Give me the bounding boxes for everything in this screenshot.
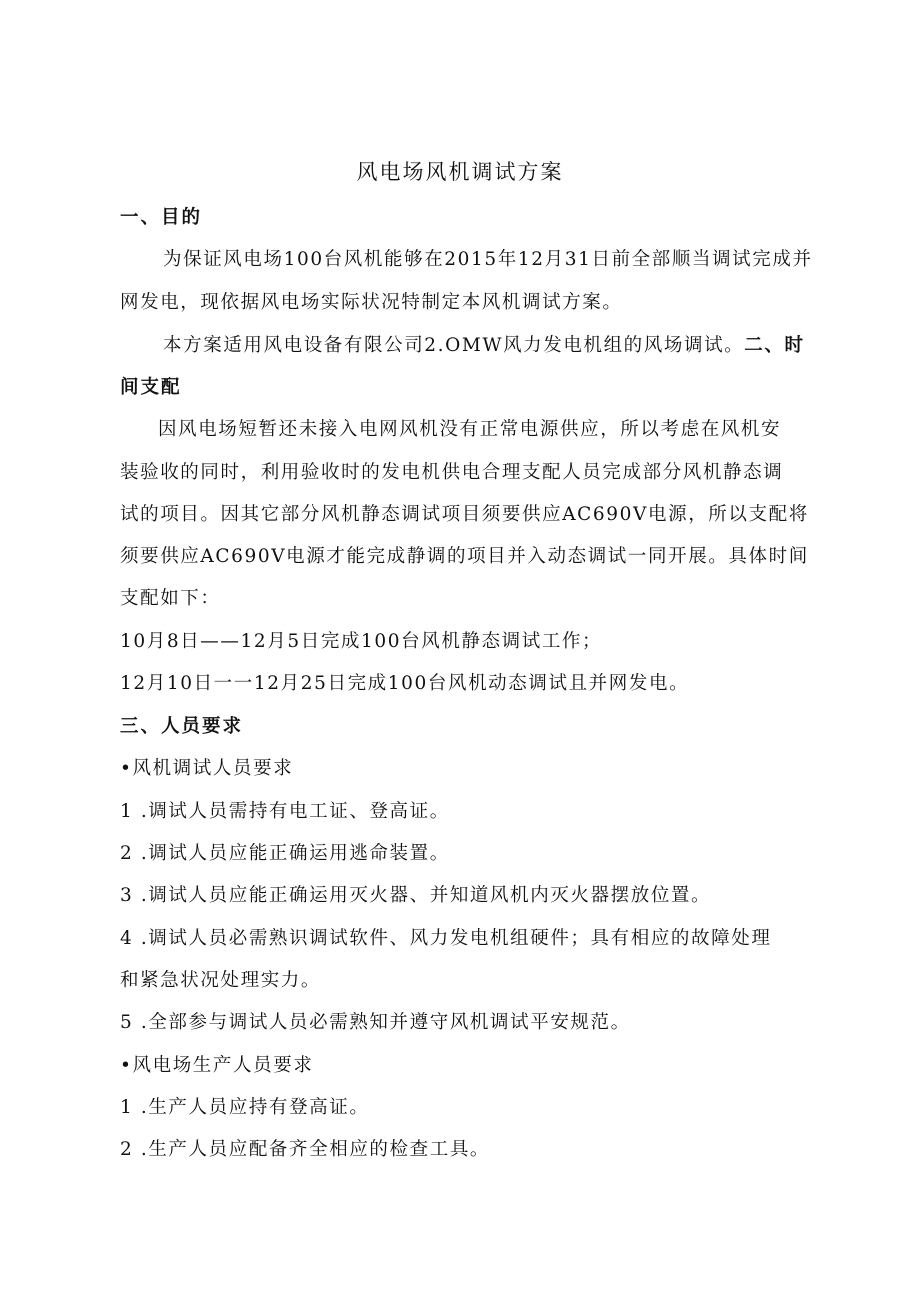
section-1-heading: 一、目的: [120, 207, 203, 228]
scope-paragraph-line-1: [163, 331, 803, 357]
requirement-4-line-2: 和紧急状况处理实力。: [120, 970, 322, 991]
section-2-heading-part-1: 二、时: [744, 335, 805, 356]
schedule-item-dynamic: 12月10日一一12月25日完成100台风机动态调试且并网发电。: [120, 673, 690, 694]
group-2-title: •风电场生产人员要求: [120, 1055, 314, 1076]
production-requirement-1: 1 .生产人员应持有登高证。: [120, 1097, 370, 1118]
document-title: 风电场风机调试方案: [356, 160, 564, 184]
scope-paragraph-text: 本方案适用风电设备有限公司2.OMW风力发电机组的风场调试。: [163, 335, 745, 356]
requirement-3: 3 .调试人员应能正确运用灭火器、并知道风机内灭火器摆放位置。: [120, 885, 712, 906]
section-2-heading-part-2: 间支配: [120, 377, 182, 398]
schedule-paragraph-line-1: 因风电场短暂还未接入电网风机没有正常电源供应，所以考虑在风机安: [158, 419, 782, 440]
schedule-paragraph-line-4: 须要供应AC690V电源才能完成静调的项目并入动态调试一同开展。具体时间: [120, 546, 809, 567]
schedule-paragraph-line-3: 试的项目。因其它部分风机静态调试项目须要供应AC690V电源，所以支配将: [120, 504, 809, 525]
section-3-heading: 三、人员要求: [120, 716, 244, 737]
schedule-paragraph-line-5: 支配如下：: [120, 588, 221, 609]
schedule-item-static: 10月8日——12月5日完成100台风机静态调试工作；: [120, 631, 603, 652]
purpose-paragraph-line-1: 为保证风电场100台风机能够在2015年12月31日前全部顺当调试完成并: [163, 249, 813, 270]
production-requirement-2: 2 .生产人员应配备齐全相应的检查工具。: [120, 1139, 491, 1160]
requirement-4-line-1: 4 .调试人员必需熟识调试软件、风力发电机组硬件；具有相应的故障处理: [120, 928, 772, 949]
requirement-1: 1 .调试人员需持有电工证、登高证。: [120, 801, 450, 822]
purpose-paragraph-line-2: 网发电，现依据风电场实际状况特制定本风机调试方案。: [120, 292, 623, 313]
group-1-title: •风机调试人员要求: [120, 758, 294, 779]
schedule-paragraph-line-2: 装验收的同时，利用验收时的发电机供电合理支配人员完成部分风机静态调: [120, 462, 784, 483]
requirement-2: 2 .调试人员应能正确运用逃命装置。: [120, 843, 450, 864]
requirement-5: 5 .全部参与调试人员必需熟知并遵守风机调试平安规范。: [120, 1012, 631, 1033]
